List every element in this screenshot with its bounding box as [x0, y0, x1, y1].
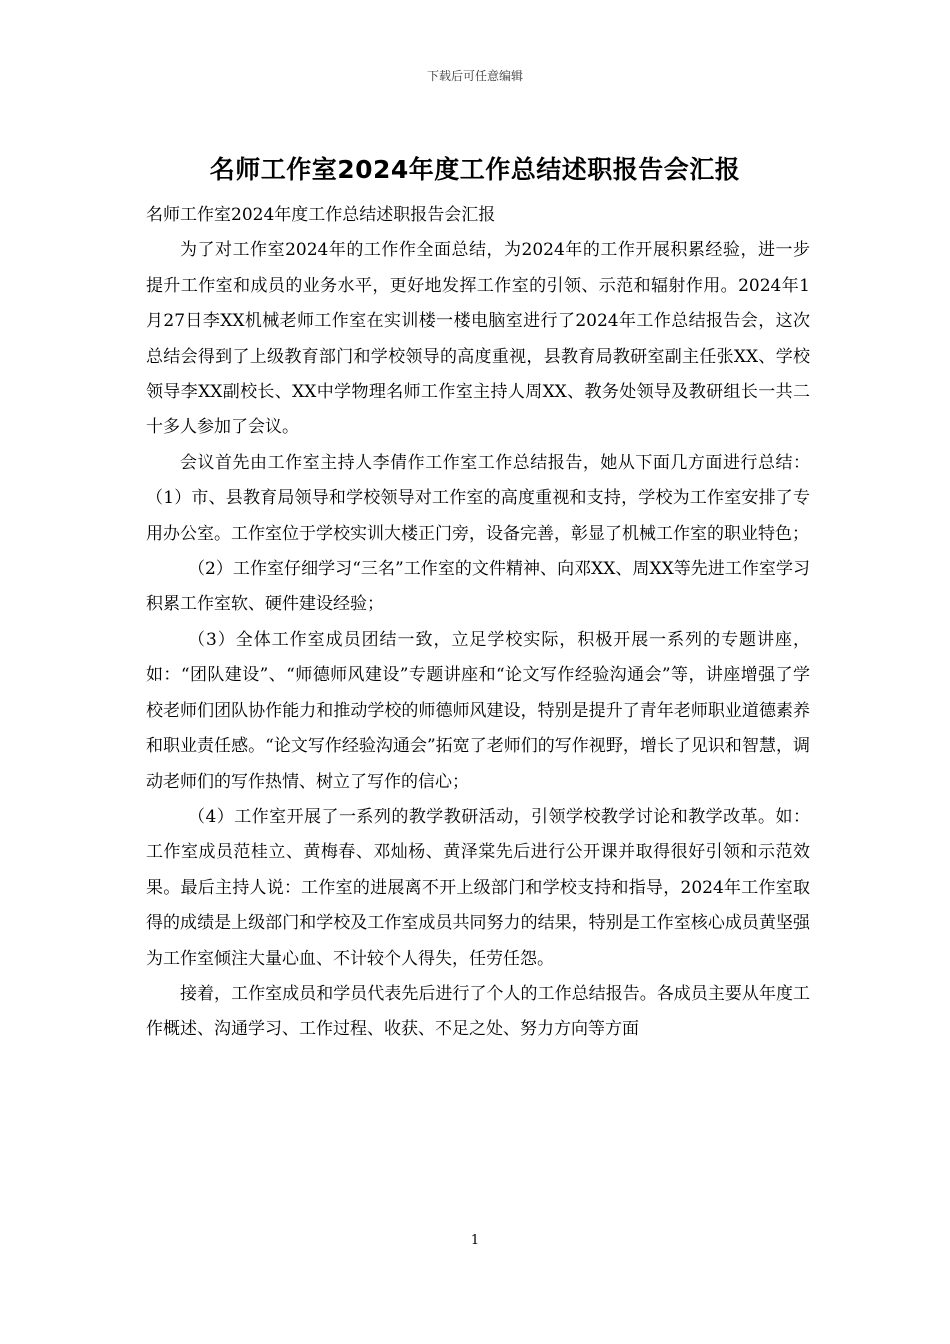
page-number: 1	[470, 1233, 480, 1248]
document-body	[146, 198, 810, 1048]
paragraph: 为了对工作室2024年的工作作全面总结，为2024年的工作开展积累经验，进一步提升工作室和成员的业务水平，更好地发挥工作室的引领、示范和辐射作用。2024年1月27日李XX机械老师工作室在实训楼一楼电脑室进行了2024年工作总结报告会，这次总结会得到了上级教育部门和学校领导的高度重视，县教育局教研室副主任张XX、学校领导李XX副校长、XX中学物理名师工作室主持人周XX、教务处领导及教研组长一共二十多人参加了会议。	[146, 240, 810, 438]
paragraph: 接着，工作室成员和学员代表先后进行了个人的工作总结报告。各成员主要从年度工作概述、沟通学习、工作过程、收获、不足之处、努力方向等方面	[146, 983, 810, 1040]
paragraph: （4）工作室开展了一系列的教学教研活动，引领学校教学讨论和教学改革。如：工作室成员范桂立、黄梅春、邓灿杨、黄泽棠先后进行公开课并取得很好引领和示范效果。最后主持人说：工作室的进展离不开上级部门和学校支持和指导，2024年工作室取得的成绩是上级部门和学校及工作室成员共同努力的结果，特别是工作室核心成员黄坚强为工作室倾注大量心血、不计较个人得失，任劳任怨。	[146, 806, 810, 969]
paragraph: 会议首先由工作室主持人李倩作工作室工作总结报告，她从下面几方面进行总结：（1）市、县教育局领导和学校领导对工作室的高度重视和支持，学校为工作室安排了专用办公室。工作室位于学校实训大楼正门旁，设备完善，彰显了机械工作室的职业特色；	[146, 452, 810, 544]
page-header: 下载后可任意编辑	[426, 69, 523, 83]
document-title: 名师工作室2024年度工作总结述职报告会汇报	[209, 155, 741, 184]
paragraph: （2）工作室仔细学习“三名”工作室的文件精神、向邓XX、周XX等先进工作室学习积累工作室软、硬件建设经验；	[146, 559, 810, 615]
paragraph: （3）全体工作室成员团结一致，立足学校实际，积极开展一系列的专题讲座，如：“团队建设”、“师德师风建设”专题讲座和“论文写作经验沟通会”等，讲座增强了学校老师们团队协作能力和推动学校的师德师风建设，特别是提升了青年老师职业道德素养和职业责任感。“论文写作经验沟通会”拓宽了老师们的写作视野，增长了见识和智慧，调动老师们的写作热情、树立了写作的信心；	[146, 629, 810, 792]
document-subtitle: 名师工作室2024年度工作总结述职报告会汇报	[146, 205, 496, 225]
